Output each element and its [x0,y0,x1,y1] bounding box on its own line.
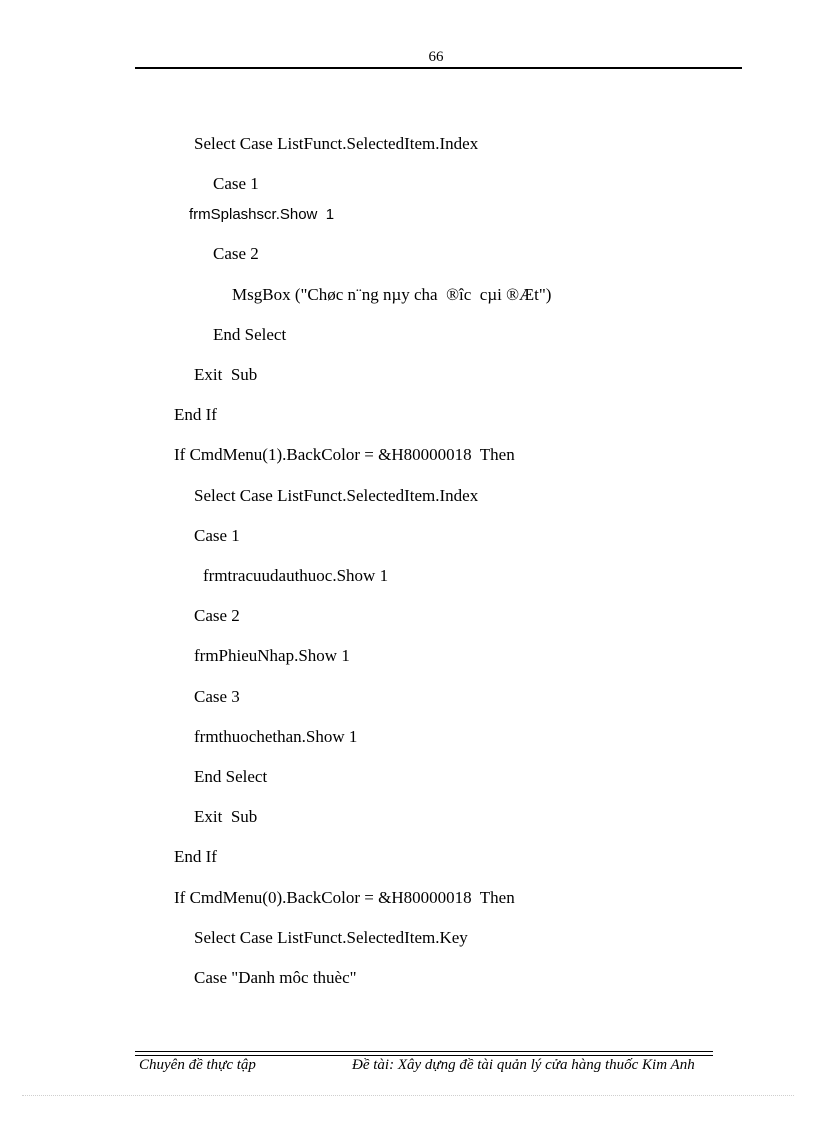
code-line: End Select [194,767,268,786]
code-line: Exit Sub [194,807,258,826]
code-line: End If [174,405,217,424]
code-line: Case 2 [213,244,259,263]
footer-rule-top [135,1051,713,1052]
code-line: If CmdMenu(0).BackColor = &H80000018 Then [174,888,515,907]
footer-rule-bottom [135,1055,713,1056]
code-line: frmPhieuNhap.Show 1 [194,646,350,665]
code-line: Exit Sub [194,365,258,384]
code-line: End Select [213,325,287,344]
code-line: Select Case ListFunct.SelectedItem.Index [194,486,479,505]
code-line: frmtracuudauthuoc.Show 1 [203,566,389,585]
footer-right-text: Đề tài: Xây dựng đề tài quản lý cửa hàng thuốc Kim Anh [352,1057,695,1073]
code-line: Select Case ListFunct.SelectedItem.Index [194,134,479,153]
code-line: If CmdMenu(1).BackColor = &H80000018 Then [174,445,515,464]
code-line: Select Case ListFunct.SelectedItem.Key [194,928,468,947]
header-rule [135,67,742,69]
code-line: Case 2 [194,606,240,625]
code-line: End If [174,847,217,866]
code-line: Case 1 [213,174,259,193]
code-line: frmthuochethan.Show 1 [194,727,358,746]
bottom-dotted-rule [22,1095,794,1096]
code-line: Case 3 [194,687,240,706]
code-line: Case 1 [194,526,240,545]
code-line: Case "Danh môc thuèc" [194,968,357,987]
page-number: 66 [428,49,444,65]
code-line: frmSplashscr.Show 1 [189,206,335,223]
code-line: MsgBox ("Chøc n¨ng nµy cha ®îc cµi ®Æt") [232,285,552,304]
footer-left-text: Chuyên đề thực tập [139,1057,256,1073]
